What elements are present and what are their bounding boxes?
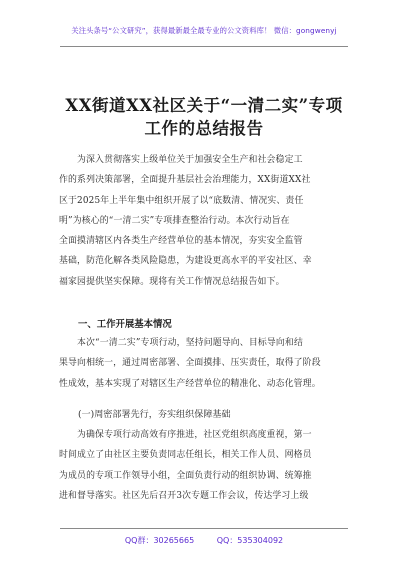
- section-1-heading: 一、工作开展基本情况: [78, 319, 172, 330]
- header-divider: [60, 46, 348, 47]
- paragraph-line: 进和督导落实。社区先后召开3次专题工作会议，传达学习上级: [59, 490, 309, 501]
- paragraph-line: 为深入贯彻落实上级单位关于加强安全生产和社会稳定工: [77, 155, 303, 165]
- footer-qq-group: QQ群：30265665: [124, 536, 195, 545]
- paragraph-line: 果导向相统一，通过周密部署、全面摸排、压实责任，取得了阶段: [59, 358, 321, 369]
- paragraph-line: 区于2025年上半年集中组织开展了以“底数清、情况实、责任: [59, 195, 304, 206]
- intro-paragraph: [59, 150, 349, 292]
- paragraph-line: 性成效，基本实现了对辖区生产经营单位的精准化、动态化管理。: [59, 378, 321, 389]
- subsection-1-heading: (一)周密部署先行，夯实组织保障基础: [78, 410, 231, 420]
- paragraph-line: 本次“一清二实”专项行动，坚持问题导向、目标导向和结: [77, 338, 303, 348]
- paragraph-line: 基础，防范化解各类风险隐患，为建设更高水平的平安社区、幸: [59, 256, 312, 267]
- header-promo-text: 关注头条号“公文研究”，获得最新最全最专业的公文资料库！ 微信：gongwenyj: [71, 26, 337, 35]
- document-title-line-1: XX街道XX社区关于“一清二实”专项: [65, 96, 343, 115]
- section-1-paragraph: [59, 333, 349, 394]
- footer-contact: [0, 535, 408, 546]
- footer-qq: QQ：535304092: [216, 536, 284, 545]
- paragraph-line: 全面摸清辖区内各类生产经营单位的基本情况，夯实安全监管: [59, 236, 303, 247]
- paragraph-line: 福家园提供坚实保障。现将有关工作情况总结报告如下。: [59, 276, 285, 287]
- paragraph-line: 时间成立了由社区主要负责同志任组长，相关工作人员、网格员: [59, 450, 312, 461]
- footer-divider: [60, 528, 348, 529]
- paragraph-line: 明”为核心的“一清二实”专项排查整治行动。本次行动旨在: [59, 215, 290, 226]
- paragraph-line: 作的系列决策部署，全面提升基层社会治理能力，XX街道XX社: [59, 175, 311, 186]
- paragraph-line: 为成员的专项工作领导小组，全面负责行动的组织协调、统筹推: [59, 470, 312, 481]
- subsection-1-paragraph: [59, 425, 349, 506]
- paragraph-line: 为确保专项行动高效有序推进，社区党组织高度重视，第一: [77, 430, 312, 440]
- document-title-line-2: 工作的总结报告: [144, 119, 264, 138]
